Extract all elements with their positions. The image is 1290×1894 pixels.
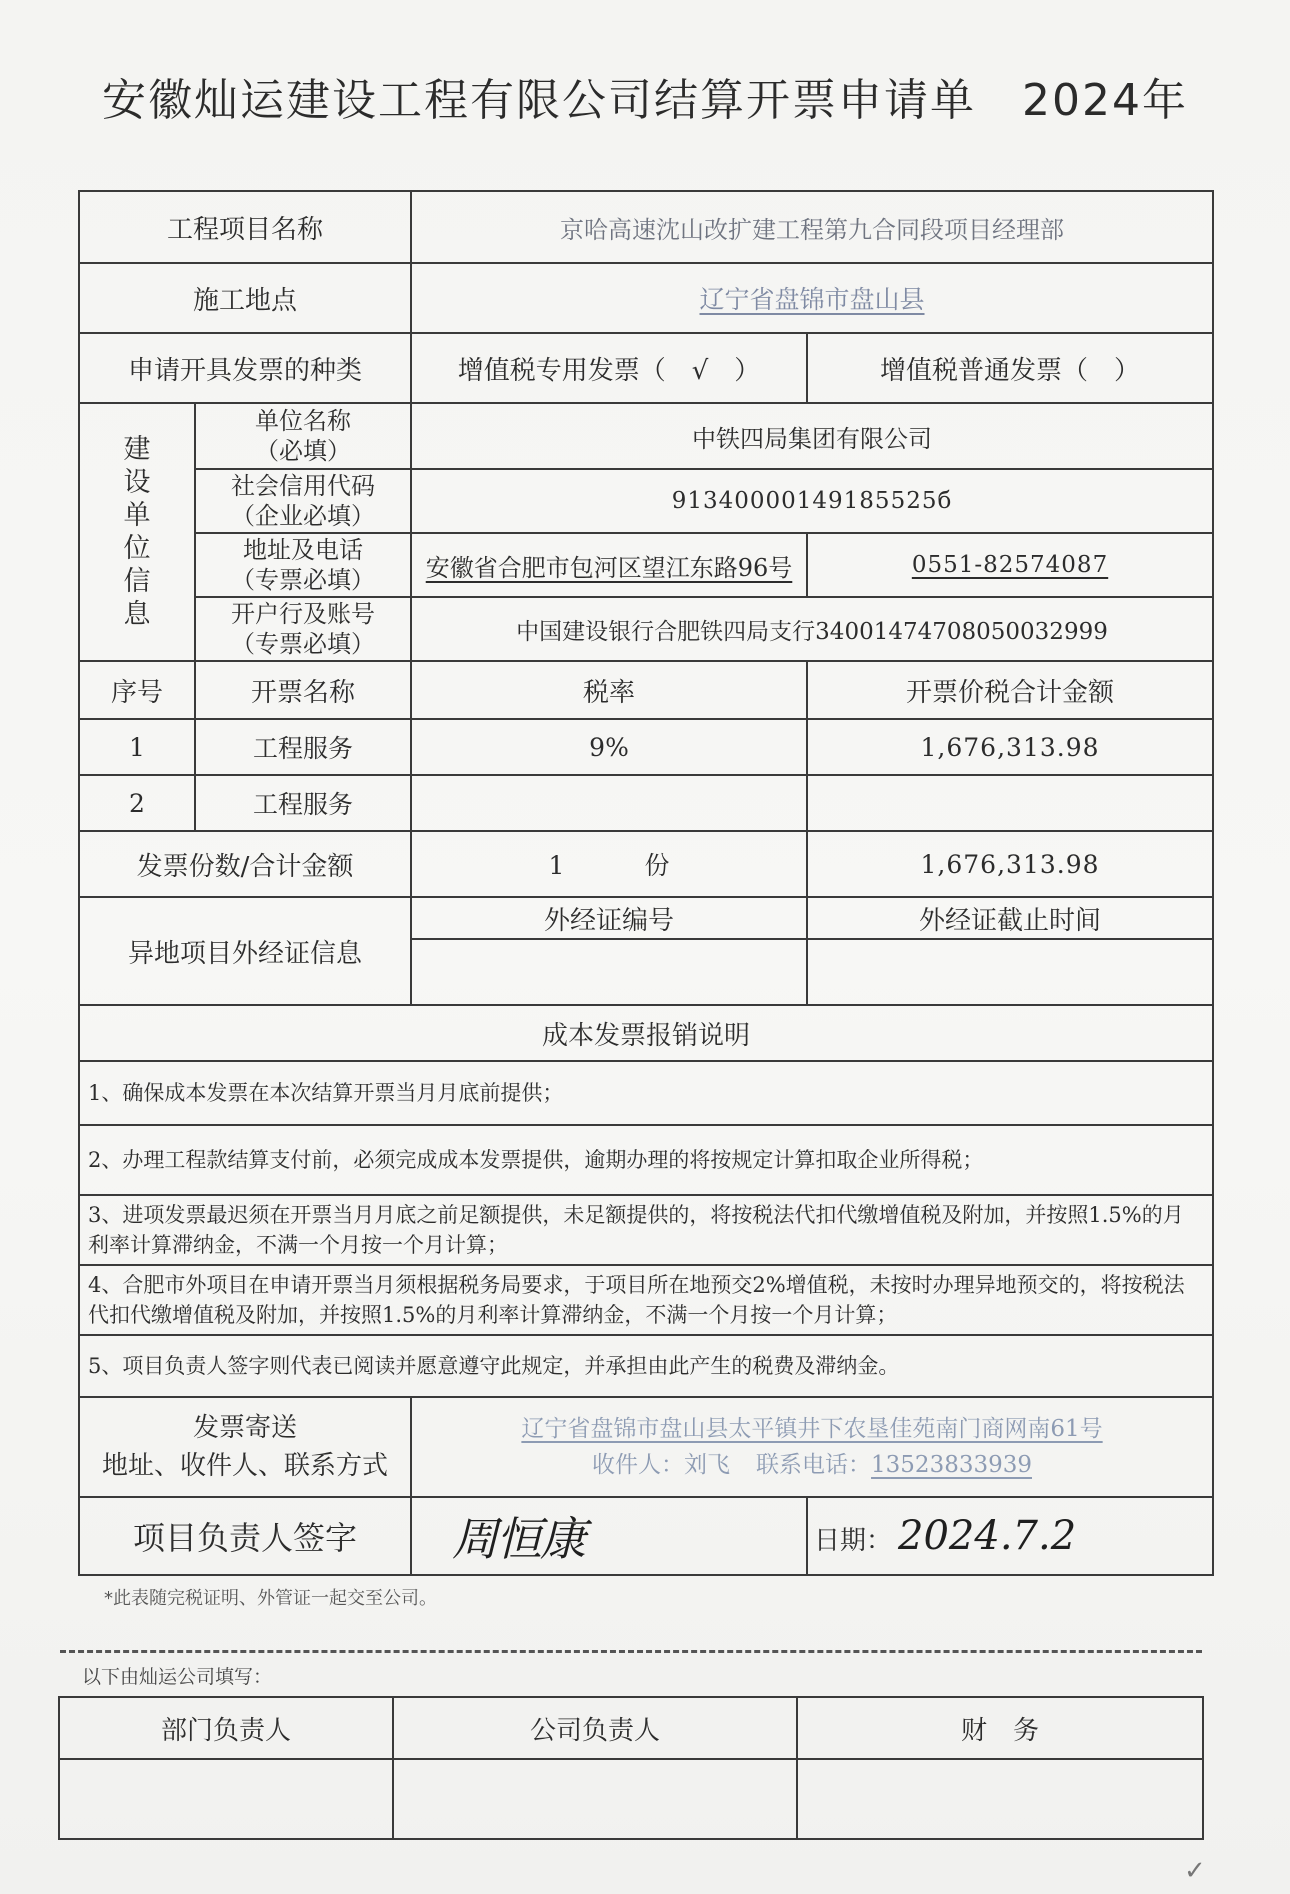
- signature-label: 项目负责人签字: [79, 1497, 411, 1575]
- project-name-value: 京哈高速沈山改扩建工程第九合同段项目经理部: [411, 191, 1213, 263]
- row-seq: 1: [79, 719, 195, 775]
- credit-code-label: 社会信用代码（企业必填）: [195, 469, 411, 533]
- mailing-phone-label: 联系电话：: [756, 1452, 872, 1478]
- note-4: 4、合肥市外项目在申请开票当月须根据税务局要求，于项目所在地预交2%增值税，未按时办理异地预交的，将按税法代扣代缴增值税及附加，并按照1.5%的月利率计算滞纳金，不满一个月按一个月计算；: [79, 1265, 1213, 1335]
- invoice-count: 1: [548, 851, 565, 880]
- signature-handwriting: 周恒康: [452, 1512, 585, 1566]
- date-label: 日期：: [814, 1526, 893, 1556]
- builder-address: 安徽省合肥市包河区望江东路96号: [425, 553, 793, 582]
- bank-label: 开户行及账号（专票必填）: [195, 597, 411, 661]
- dept-head-label: 部门负责人: [59, 1697, 393, 1759]
- invoice-count-unit: 份: [644, 851, 670, 880]
- vat-normal-option: 增值税普通发票（ ）: [807, 333, 1213, 403]
- outside-cert-label: 异地项目外经证信息: [79, 897, 411, 1005]
- outside-cert-deadline-header: 外经证截止时间: [807, 897, 1213, 939]
- row-rate: 9%: [411, 719, 807, 775]
- outside-cert-no: [411, 939, 807, 1005]
- row-rate: [411, 775, 807, 831]
- total-amount: 1,676,313.98: [807, 831, 1213, 897]
- company-head-label: 公司负责人: [393, 1697, 797, 1759]
- check-mark: ✓: [1184, 1856, 1206, 1886]
- site-value: 辽宁省盘锦市盘山县: [699, 285, 925, 314]
- mailing-recipient: 收件人：刘飞: [592, 1452, 731, 1478]
- builder-phone: 0551-82574087: [911, 552, 1109, 578]
- builder-section-label: 建设单位信息: [79, 403, 195, 661]
- date-handwriting: 2024.7.2: [898, 1513, 1077, 1559]
- credit-code-value: 91340000149185525б: [411, 469, 1213, 533]
- vat-special-option: 增值税专用发票（ √ ）: [411, 333, 807, 403]
- row-seq: 2: [79, 775, 195, 831]
- mailing-label: [79, 1397, 411, 1497]
- dept-head-sign: [59, 1759, 393, 1839]
- company-head-sign: [393, 1759, 797, 1839]
- builder-name-value: 中铁四局集团有限公司: [411, 403, 1213, 469]
- table-row: [79, 775, 1213, 831]
- company-fill-note: 以下由灿运公司填写：: [82, 1666, 273, 1688]
- note-2: 2、办理工程款结算支付前，必须完成成本发票提供，逾期办理的将按规定计算扣取企业所得税；: [79, 1125, 1213, 1195]
- mailing-label-line2: 地址、收件人、联系方式: [102, 1451, 389, 1481]
- footnote: *此表随完税证明、外管证一起交至公司。: [104, 1588, 437, 1609]
- col-name-header: 开票名称: [195, 661, 411, 719]
- col-amount-header: 开票价税合计金额: [807, 661, 1213, 719]
- col-seq-header: 序号: [79, 661, 195, 719]
- note-3: 3、进项发票最迟须在开票当月月底之前足额提供，未足额提供的，将按税法代扣代缴增值税及附加，并按照1.5%的月利率计算滞纳金，不满一个月按一个月计算；: [79, 1195, 1213, 1265]
- cost-section-title: 成本发票报销说明: [79, 1005, 1213, 1061]
- mailing-phone: 13523833939: [871, 1452, 1032, 1478]
- approval-table: [58, 1696, 1204, 1840]
- bank-value: 中国建设银行合肥铁四局支行34001474708050032999: [411, 597, 1213, 661]
- site-label: 施工地点: [79, 263, 411, 333]
- mailing-info: [411, 1397, 1213, 1497]
- row-amount: 1,676,313.98: [807, 719, 1213, 775]
- title-year: 2024年: [1022, 75, 1188, 126]
- builder-name-label: 单位名称（必填）: [195, 403, 411, 469]
- total-label: 发票份数/合计金额: [79, 831, 411, 897]
- row-name: 工程服务: [195, 775, 411, 831]
- mailing-address: 辽宁省盘锦市盘山县太平镇井下农垦佳苑南门商网南61号: [521, 1416, 1103, 1442]
- col-rate-header: 税率: [411, 661, 807, 719]
- outside-cert-no-header: 外经证编号: [411, 897, 807, 939]
- note-1: 1、确保成本发票在本次结算开票当月月底前提供；: [79, 1061, 1213, 1125]
- row-name: 工程服务: [195, 719, 411, 775]
- project-name-label: 工程项目名称: [79, 191, 411, 263]
- finance-label: 财 务: [797, 1697, 1203, 1759]
- application-form: [78, 190, 1214, 1576]
- note-5: 5、项目负责人签字则代表已阅读并愿意遵守此规定，并承担由此产生的税费及滞纳金。: [79, 1335, 1213, 1397]
- address-phone-label: 地址及电话（专票必填）: [195, 533, 411, 597]
- page-title: [0, 64, 1290, 128]
- row-amount: [807, 775, 1213, 831]
- invoice-type-label: 申请开具发票的种类: [79, 333, 411, 403]
- outside-cert-deadline: [807, 939, 1213, 1005]
- table-row: [79, 719, 1213, 775]
- title-text: 安徽灿运建设工程有限公司结算开票申请单: [102, 75, 976, 126]
- finance-sign: [797, 1759, 1203, 1839]
- cut-line: [60, 1650, 1202, 1653]
- mailing-label-line1: 发票寄送: [193, 1413, 298, 1443]
